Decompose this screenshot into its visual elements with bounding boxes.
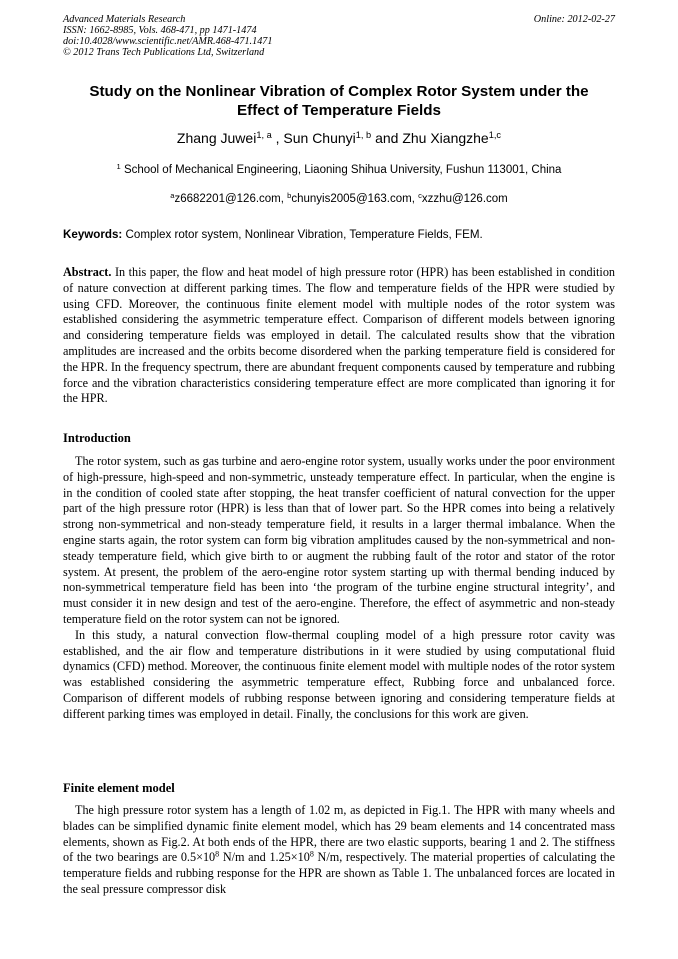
title-line: Effect of Temperature Fields	[237, 102, 441, 119]
abstract-text: In this paper, the flow and heat model of high pressure rotor (HPR) has been established in condition of nature convection at different parking times. The flow and temperature fields of the HPR were studied by using CFD. Moreover, the continuous finite element model with multiple nodes of the rotor system was established considering the asymmetric temperature effect. Comparison of different models between ignoring and considering temperature fields was employed in detail. The calculated results show that the vibration amplitudes are increased and the orbits become disordered when the parking temperature field is considered for the HPR. In the frequency spectrum, there are abundant frequent components caused by temperature and rubbing force and the vibration characteristics considering temperature effect are more complicated than ignoring it for the HPR.	[63, 265, 615, 406]
issn-line: ISSN: 1662-8985, Vols. 468-471, pp 1471-1474	[63, 25, 257, 36]
abstract-label: Abstract.	[63, 265, 112, 279]
fem-body	[63, 803, 615, 898]
online-date: Online: 2012-02-27	[533, 14, 615, 25]
affiliation	[63, 163, 615, 177]
email-address: z6682201@126.com,	[174, 193, 288, 205]
paragraph: The rotor system, such as gas turbine and aero-engine rotor system, usually works under the poor environment of high-pressure, high-speed and non-symmetric, unsteady temperature effect. In particular, when the engine is in the condition of cooled state after stopping, the heat transfer coefficient of natural convection for the upper part of the high pressure rotor (HPR) is less than that of lower part. So the HPR comes into being a relatively strong non-symmetrical and non-steady temperature field, it results in a larger thermal imbalance. When the engine starts again, the rotor system can form big vibration amplitudes caused by the non-symmetrical and non-steady temperature field, which give birth to or augment the rubbing fault of the rotor and stator of the rotor system. At present, the problem of the aero-engine rotor system starting up with thermal bending induced by non-symmetrical temperature field has been into ‘the program of the turbine engine structural integrity’, and must consider it in new design and test of the aero-engine. Therefore, the effect of asymmetric and non-steady temperature field on the rotor system can not be ignored.	[63, 454, 615, 626]
journal-info	[63, 14, 272, 58]
email-list	[63, 192, 615, 206]
author-affiliation-mark: 1, b	[355, 129, 372, 140]
paragraph-text: The high pressure rotor system has a length of 1.02 m, as depicted in Fig.1. The HPR with many wheels and blades can be simplified dynamic finite element model, which has 29 beam elements and 14 concentrated mass elements, shown as Fig.2. At both ends of the HPR, there are two elastic supports, bearing 1 and 2. The stiffness of the two bearings are 0.5×10	[63, 803, 615, 865]
email-address: xzzhu@126.com	[421, 193, 508, 205]
section-heading-introduction: Introduction	[63, 431, 131, 445]
keywords	[63, 228, 615, 242]
paragraph-text: N/m and 1.25×10	[219, 850, 310, 865]
title-line: Study on the Nonlinear Vibration of Complex Rotor System under the	[89, 83, 589, 100]
paragraph	[63, 803, 615, 898]
author-separator: ,	[271, 130, 284, 146]
section-heading-fem: Finite element model	[63, 781, 175, 795]
paragraph: In this study, a natural convection flow-thermal coupling model of a high pressure rotor cavity was established, and the air flow and temperature distributions in it were studied by using computational fluid dynamics (CFD) method. Moreover, the continuous finite element model with multiple nodes of the rotor system was established considering the asymmetric temperature effect, Rubbing force and unbalanced force. Comparison of different models of rubbing response between ignoring and considering temperature fields at different parking times was employed in detail. Finally, the conclusions for this work are given.	[63, 627, 615, 721]
exponent: 8	[215, 849, 220, 859]
email-mark: a	[170, 190, 175, 200]
author-list	[63, 130, 615, 146]
keywords-text: Complex rotor system, Nonlinear Vibration, Temperature Fields, FEM.	[125, 228, 483, 241]
email-address: chunyis2005@163.com,	[291, 193, 419, 205]
author-name: Zhang Juwei	[176, 130, 257, 146]
abstract	[63, 265, 615, 407]
keywords-label: Keywords:	[63, 228, 123, 241]
author-separator: and	[371, 130, 403, 146]
doi-line: doi:10.4028/www.scientific.net/AMR.468-471.1471	[63, 36, 273, 47]
author-affiliation-mark: 1,c	[488, 129, 502, 140]
author-name: Sun Chunyi	[283, 130, 356, 146]
affiliation-mark: 1	[116, 161, 121, 171]
author-name: Zhu Xiangzhe	[402, 130, 489, 146]
paper-title	[63, 82, 615, 120]
exponent: 8	[309, 849, 314, 859]
journal-name: Advanced Materials Research	[63, 14, 186, 25]
email-mark: b	[287, 190, 292, 200]
author-affiliation-mark: 1, a	[256, 129, 272, 140]
introduction-body	[63, 454, 615, 723]
copyright-line: © 2012 Trans Tech Publications Ltd, Switzerland	[63, 47, 265, 58]
paragraph-text: N/m, respectively. The material properties of calculating the temperature fields and rubbing response for the HPR are shown as Table 1. The unbalanced forces are located in the seal pressure compressor disk	[63, 850, 615, 896]
email-mark: c	[418, 190, 422, 200]
affiliation-text: School of Mechanical Engineering, Liaoning Shihua University, Fushun 113001, China	[123, 164, 562, 176]
